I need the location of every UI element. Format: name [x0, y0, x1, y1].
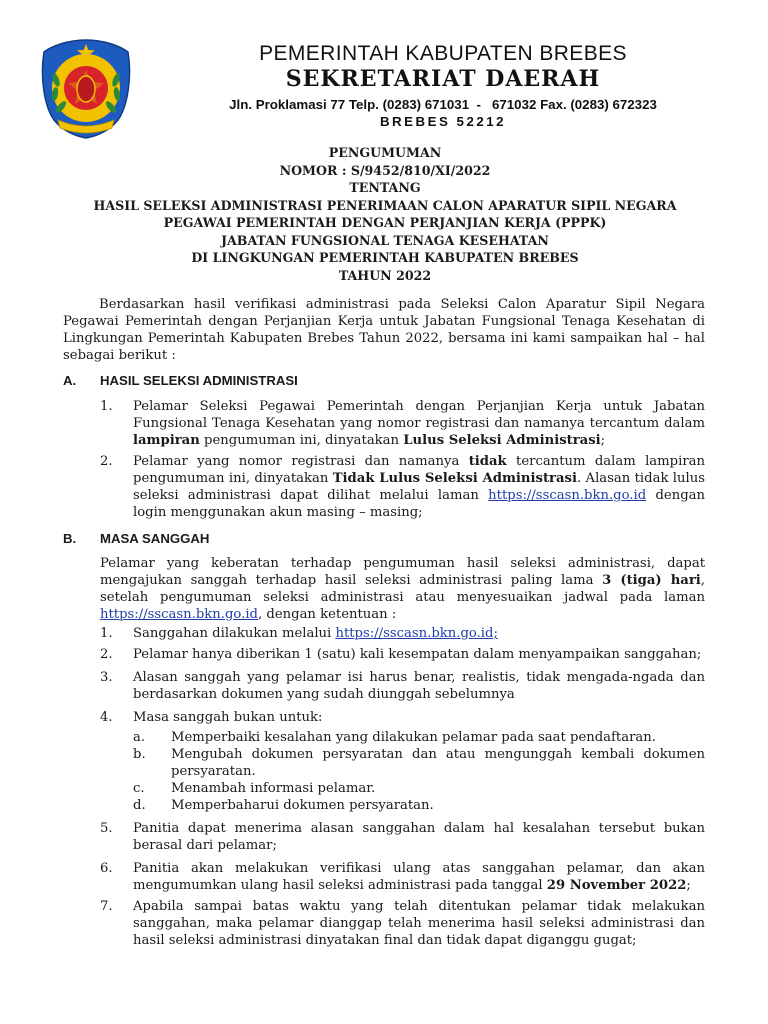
list-item-bold: lampiran [133, 433, 200, 448]
list-item-number: 4. [100, 710, 113, 725]
list-item-number: 5. [100, 821, 113, 836]
title-line-5: PEGAWAI PEMERINTAH DENGAN PERJANJIAN KERJA (PPPK) [163, 215, 607, 230]
list-item [63, 669, 705, 703]
list-item-text: . Alasan tidak lulus seleksi administrasi dapat dilihat melalui laman [133, 471, 705, 503]
list-item [100, 453, 705, 521]
sub-list-item [63, 780, 705, 797]
sub-list-letter: d. [133, 798, 146, 813]
list-item-number: 2. [100, 454, 113, 469]
section-a-letter: A. [63, 373, 77, 388]
title-line-1: PENGUMUMAN [328, 145, 442, 160]
list-item-bold: Tidak Lulus Seleksi Administrasi [332, 471, 577, 486]
list-item-text: Pelamar Seleksi Pegawai Pemerintah dengan Perjanjian Kerja untuk Jabatan Fungsional Tenaga Kesehatan yang nomor registrasi dan namanya tercantum dalam [133, 399, 705, 431]
list-item-number: 1. [100, 626, 113, 641]
list-item-text: Pelamar yang nomor registrasi dan namanya [133, 454, 469, 469]
list-item-number: 6. [100, 861, 113, 876]
list-item [63, 860, 705, 894]
section-b-letter: B. [63, 531, 77, 546]
section-b-title: MASA SANGGAH [100, 531, 210, 546]
list-item-number: 7. [100, 899, 113, 914]
sscasn-link[interactable]: https://sscasn.bkn.go.id; [335, 626, 498, 641]
list-item-text: Panitia akan melakukan verifikasi ulang atas sanggahan pelamar, dan akan mengumumkan ulang hasil seleksi administrasi pada tanggal [133, 861, 705, 893]
sub-list-item [63, 746, 705, 780]
list-item-text: Pelamar hanya diberikan 1 (satu) kali kesempatan dalam menyampaikan sanggahan; [133, 647, 702, 662]
list-item [63, 646, 705, 663]
section-b-heading [63, 530, 705, 547]
title-line-4: HASIL SELEKSI ADMINISTRASI PENERIMAAN CALON APARATUR SIPIL NEGARA [93, 197, 677, 213]
paragraph-text: Pelamar yang keberatan terhadap pengumuman hasil seleksi administrasi, dapat mengajukan sanggah terhadap hasil seleksi administrasi paling lama [100, 556, 705, 588]
list-item-number: 2. [100, 647, 113, 662]
sub-list-text: Memperbaiki kesalahan yang dilakukan pelamar pada saat pendaftaran. [171, 730, 656, 745]
paragraph-bold: 3 (tiga) hari [602, 573, 701, 588]
announcement-body [63, 296, 705, 949]
section-a-list [63, 398, 705, 521]
list-item [100, 398, 705, 449]
section-a-heading [63, 372, 705, 389]
list-item-text: ; [686, 878, 691, 893]
brebes-regency-emblem [34, 36, 138, 140]
title-line-2: NOMOR : S/9452/810/XI/2022 [279, 162, 491, 178]
title-line-7: DI LINGKUNGAN PEMERINTAH KABUPATEN BREBES [191, 250, 579, 265]
letterhead-text [146, 42, 740, 130]
section-b-list [63, 625, 705, 949]
section-b-content [63, 555, 705, 623]
sub-list-text: Menambah informasi pelamar. [171, 781, 376, 796]
office-address: Jln. Proklamasi 77 Telp. (0283) 671031 - 671032 Fax. (0283) 672323 [229, 97, 657, 112]
list-item-text: Masa sanggah bukan untuk: [133, 710, 323, 725]
sscasn-link[interactable]: https://sscasn.bkn.go.id [100, 607, 258, 622]
sub-list-item [63, 797, 705, 814]
letterhead [28, 26, 740, 134]
sub-list-letter: c. [133, 781, 145, 796]
list-item-number: 1. [100, 399, 113, 414]
list-item [63, 820, 705, 854]
office-name: SEKRETARIAT DAERAH [285, 66, 601, 92]
title-line-6: JABATAN FUNGSIONAL TENAGA KESEHATAN [221, 232, 549, 248]
sub-list-text: Memperbaharui dokumen persyaratan. [171, 798, 434, 813]
list-item-number: 3. [100, 670, 113, 685]
sub-list [63, 729, 705, 814]
sscasn-link[interactable]: https://sscasn.bkn.go.id [488, 488, 647, 503]
list-item-text: Panitia dapat menerima alasan sanggahan dalam hal kesalahan tersebut bukan berasal dari pelamar; [133, 821, 705, 853]
sub-list-item [63, 729, 705, 746]
paragraph-text: , dengan ketentuan : [258, 607, 397, 622]
title-line-3: TENTANG [349, 180, 421, 195]
list-item-text: tercantum dalam lampiran pengumuman ini, dinyatakan [133, 454, 705, 486]
list-item-text: Apabila sampai batas waktu yang telah ditentukan pelamar tidak melakukan sanggahan, maka pelamar dianggap telah menerima hasil seleksi administrasi dan hasil seleksi administrasi dinyatakan final dan tidak dapat diganggu gugat; [133, 899, 705, 948]
office-city: BREBES 52212 [379, 114, 507, 129]
intro-paragraph: Berdasarkan hasil verifikasi administrasi pada Seleksi Calon Aparatur Sipil Negara Pegawai Pemerintah dengan Perjanjian Kerja untuk Jabatan Fungsional Tenaga Kesehatan di Lingkungan Pemerintah Kabupaten Brebes Tahun 2022, bersama ini kami sampaikan hal – hal sebagai berikut : [63, 297, 705, 363]
title-line-8: TAHUN 2022 [338, 267, 432, 283]
government-name: PEMERINTAH KABUPATEN BREBES [259, 42, 627, 65]
list-item-text: dengan login menggunakan akun masing – masing; [133, 488, 705, 520]
sub-list-letter: a. [133, 730, 146, 745]
sub-list-text: Mengubah dokumen persyaratan dan atau mengunggah kembali dokumen persyaratan. [171, 747, 705, 779]
list-item-text: Sanggahan dilakukan melalui [133, 626, 336, 641]
section-a-title: HASIL SELEKSI ADMINISTRASI [100, 373, 298, 388]
list-item [63, 625, 705, 642]
list-item-bold: 29 November 2022 [546, 878, 687, 893]
announcement-title [40, 144, 730, 284]
list-item-text: Alasan sanggah yang pelamar isi harus benar, realistis, tidak mengada-ngada dan berdasarkan dokumen yang sudah diunggah sebelumnya [133, 670, 705, 702]
list-item-text: pengumuman ini, dinyatakan [199, 433, 404, 448]
section-b-intro [100, 555, 705, 623]
list-item-bold: tidak [468, 454, 507, 469]
sub-list-letter: b. [133, 747, 146, 762]
paragraph-text: , setelah pengumuman seleksi administrasi atau menyesuaikan jadwal pada laman [100, 573, 705, 605]
list-item [63, 709, 705, 726]
list-item-text: ; [600, 433, 606, 448]
list-item-bold: Lulus Seleksi Administrasi [403, 433, 601, 448]
list-item [63, 898, 705, 949]
